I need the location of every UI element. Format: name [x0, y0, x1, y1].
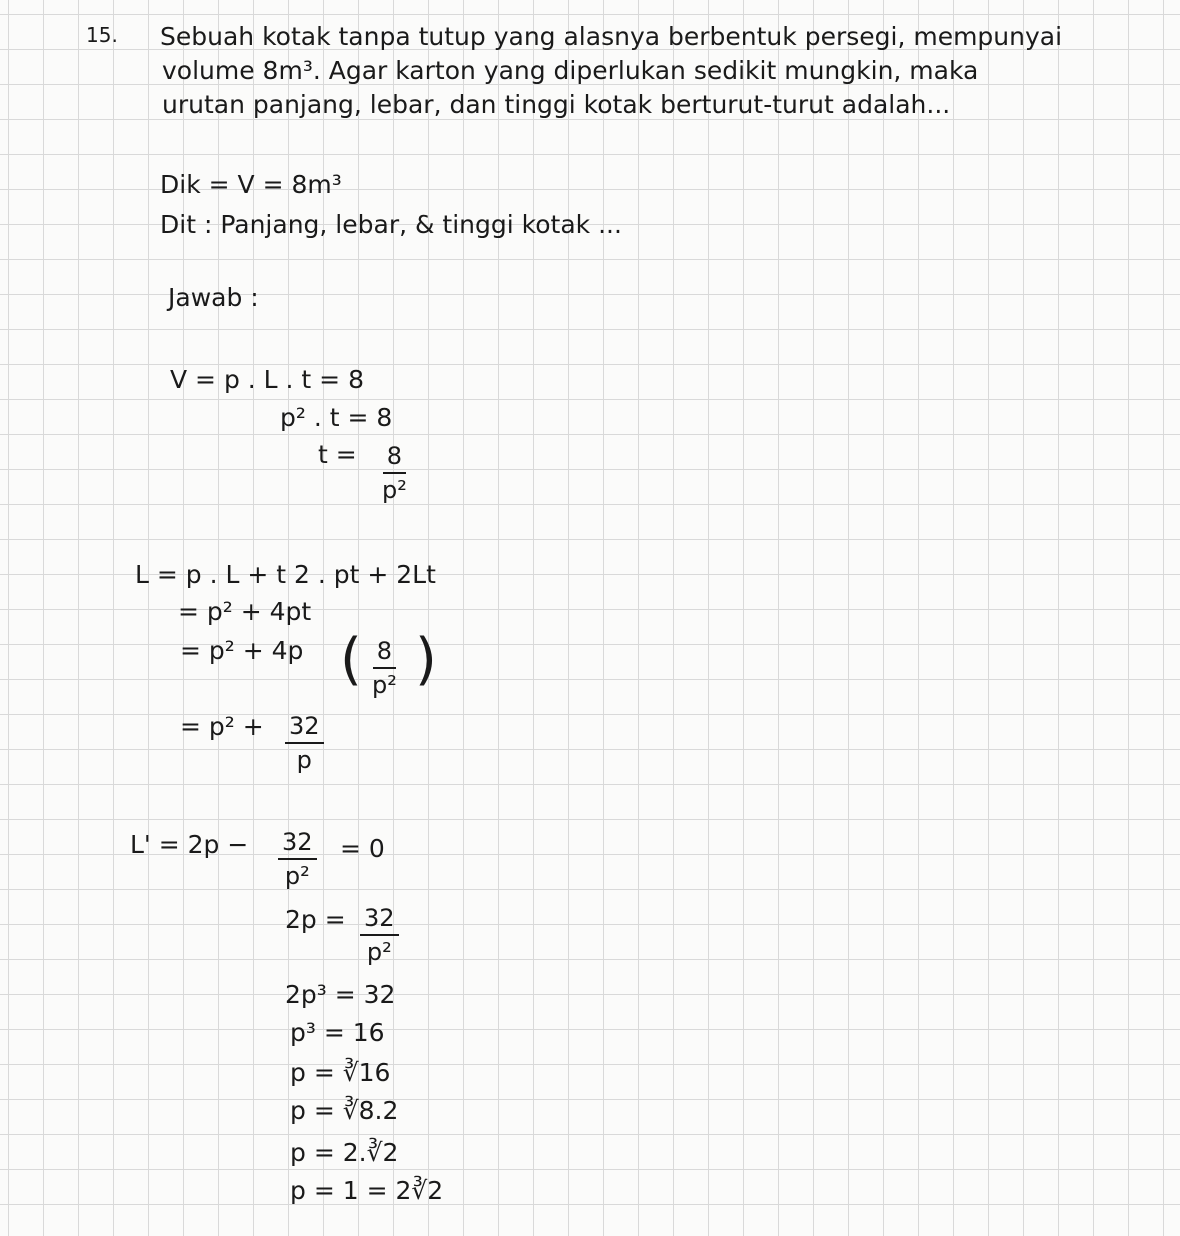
numerator: 32 [278, 826, 317, 860]
area-eq: = p² + 4p [180, 636, 304, 665]
fraction [382, 440, 407, 506]
derivative-eq: = 0 [340, 834, 385, 863]
fraction [360, 902, 399, 968]
denominator: p [296, 746, 312, 774]
paren-close: ) [415, 627, 437, 692]
numerator: 32 [360, 902, 399, 936]
denominator: p² [382, 476, 407, 504]
fraction [278, 826, 317, 892]
step: p = 2.∛2 [290, 1138, 399, 1167]
denominator: p² [366, 938, 392, 966]
numerator: 8 [383, 440, 406, 474]
numerator: 32 [285, 710, 324, 744]
problem-line: Sebuah kotak tanpa tutup yang alasnya berbentuk persegi, mempunyai [160, 22, 1063, 51]
numerator: 8 [373, 635, 396, 669]
problem-line: volume 8m³. Agar karton yang diperlukan sedikit mungkin, maka [162, 56, 979, 85]
answer-label: Jawab : [168, 283, 259, 312]
derivative-eq: 2p = [285, 905, 346, 934]
denominator: p² [372, 671, 397, 699]
step: 2p³ = 32 [285, 980, 396, 1009]
asked: Dit : Panjang, lebar, & tinggi kotak ... [160, 210, 622, 239]
step: p = ∛16 [290, 1058, 391, 1087]
area-eq: L = p . L + t 2 . pt + 2Lt [135, 560, 436, 589]
paren-open: ( [340, 627, 362, 692]
volume-eq: V = p . L . t = 8 [170, 365, 364, 394]
problem-number: 15. [86, 23, 118, 47]
step: p³ = 16 [290, 1018, 385, 1047]
known: Dik = V = 8m³ [160, 170, 342, 199]
step: p = ∛8.2 [290, 1096, 399, 1125]
problem-line: urutan panjang, lebar, dan tinggi kotak berturut-turut adalah... [162, 90, 951, 119]
volume-eq: t = [318, 440, 357, 469]
fraction [372, 635, 397, 701]
volume-eq: p² . t = 8 [280, 403, 393, 432]
derivative-eq: L' = 2p − [130, 830, 249, 859]
area-eq: = p² + [180, 712, 264, 741]
area-eq: = p² + 4pt [178, 597, 312, 626]
denominator: p² [284, 862, 310, 890]
fraction [285, 710, 324, 776]
step: p = 1 = 2∛2 [290, 1176, 444, 1205]
